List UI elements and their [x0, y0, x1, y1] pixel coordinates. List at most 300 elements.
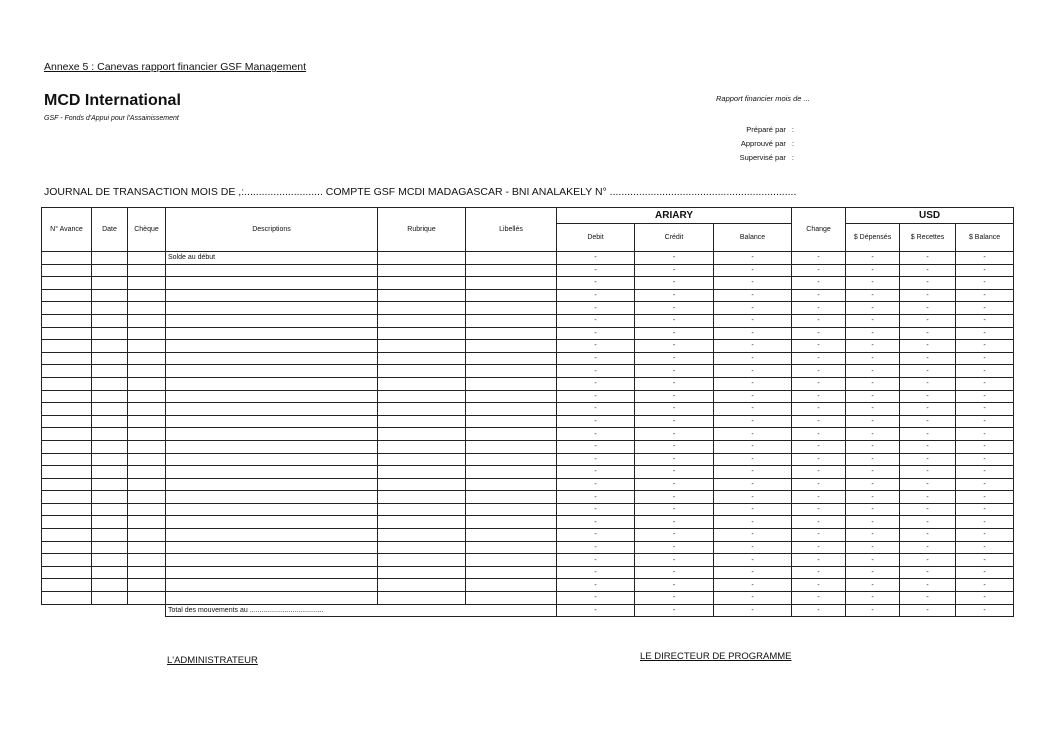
empty-cell[interactable] — [92, 554, 128, 567]
cell-6: - — [557, 314, 635, 327]
cell-9: - — [792, 453, 846, 466]
cell-10: - — [846, 440, 900, 453]
empty-cell[interactable] — [378, 541, 466, 554]
col-header-debit: Debit — [557, 224, 635, 252]
cell-12: - — [956, 579, 1014, 592]
table-row — [42, 340, 1014, 353]
cell-8: - — [714, 314, 792, 327]
empty-cell[interactable] — [466, 541, 557, 554]
empty-cell[interactable] — [92, 377, 128, 390]
empty-cell[interactable] — [378, 252, 466, 265]
cell-9: - — [792, 541, 846, 554]
table-row — [42, 277, 1014, 290]
cell-8: - — [714, 541, 792, 554]
cell-9: - — [792, 377, 846, 390]
cell-6: - — [557, 503, 635, 516]
empty-cell[interactable] — [42, 529, 92, 542]
cell-12: - — [956, 478, 1014, 491]
empty-cell[interactable] — [128, 327, 166, 340]
cell-11: - — [900, 503, 956, 516]
empty-cell[interactable] — [466, 277, 557, 290]
empty-cell[interactable] — [128, 503, 166, 516]
empty-cell[interactable] — [466, 579, 557, 592]
empty-cell[interactable] — [166, 491, 378, 504]
program-director-signature-label: LE DIRECTEUR DE PROGRAMME — [640, 651, 792, 662]
empty-cell[interactable] — [166, 264, 378, 277]
cell-8: - — [714, 566, 792, 579]
empty-cell[interactable] — [92, 478, 128, 491]
empty-cell[interactable] — [42, 415, 92, 428]
empty-cell[interactable] — [378, 516, 466, 529]
cell-7: - — [635, 403, 714, 416]
cell-11: - — [900, 277, 956, 290]
empty-cell[interactable] — [128, 529, 166, 542]
cell-12: - — [956, 541, 1014, 554]
empty-cell[interactable] — [166, 390, 378, 403]
empty-cell[interactable] — [128, 264, 166, 277]
cell-10: - — [846, 340, 900, 353]
empty-cell[interactable] — [128, 592, 166, 605]
cell-10: - — [846, 529, 900, 542]
cell-10: - — [846, 503, 900, 516]
empty-cell[interactable] — [42, 390, 92, 403]
empty-cell[interactable] — [42, 428, 92, 441]
empty-cell[interactable] — [42, 289, 92, 302]
empty-cell[interactable] — [378, 352, 466, 365]
empty-cell[interactable] — [42, 440, 92, 453]
empty-cell[interactable] — [166, 340, 378, 353]
empty-cell[interactable] — [378, 592, 466, 605]
total-label: Total des mouvements au ...................................... — [166, 604, 557, 617]
empty-cell[interactable] — [378, 503, 466, 516]
empty-cell[interactable] — [42, 516, 92, 529]
empty-cell[interactable] — [42, 340, 92, 353]
cell-11: - — [900, 466, 956, 479]
empty-cell[interactable] — [92, 466, 128, 479]
empty-cell[interactable] — [378, 365, 466, 378]
empty-cell[interactable] — [466, 415, 557, 428]
table-row — [42, 415, 1014, 428]
cell-9: - — [792, 390, 846, 403]
cell-7: - — [635, 478, 714, 491]
empty-cell[interactable] — [166, 592, 378, 605]
table-row — [42, 554, 1014, 567]
empty-cell[interactable] — [166, 314, 378, 327]
cell-6: - — [557, 516, 635, 529]
empty-cell[interactable] — [378, 403, 466, 416]
table-row — [42, 390, 1014, 403]
empty-cell[interactable] — [128, 491, 166, 504]
empty-cell[interactable] — [166, 277, 378, 290]
empty-cell[interactable] — [378, 428, 466, 441]
empty-cell[interactable] — [166, 478, 378, 491]
cell-8: - — [714, 277, 792, 290]
empty-cell[interactable] — [378, 377, 466, 390]
cell-6: - — [557, 579, 635, 592]
cell-6: - — [557, 302, 635, 315]
cell-10: - — [846, 604, 900, 617]
table-row — [42, 289, 1014, 302]
empty-cell[interactable] — [466, 264, 557, 277]
empty-cell[interactable] — [92, 503, 128, 516]
cell-9: - — [792, 579, 846, 592]
empty-cell[interactable] — [92, 327, 128, 340]
cell-8: - — [714, 252, 792, 265]
empty-cell[interactable] — [466, 302, 557, 315]
empty-cell[interactable] — [378, 478, 466, 491]
empty-cell[interactable] — [166, 403, 378, 416]
empty-cell[interactable] — [42, 554, 92, 567]
cell-6: - — [557, 264, 635, 277]
organization-subtitle: GSF - Fonds d'Appui pour l'Assainissement — [44, 115, 179, 122]
empty-cell[interactable] — [128, 277, 166, 290]
empty-cell[interactable] — [42, 403, 92, 416]
empty-cell[interactable] — [42, 252, 92, 265]
empty-cell[interactable] — [92, 277, 128, 290]
empty-cell[interactable] — [42, 503, 92, 516]
empty-cell[interactable] — [92, 529, 128, 542]
empty-cell[interactable] — [378, 390, 466, 403]
empty-cell[interactable] — [128, 541, 166, 554]
empty-cell[interactable] — [128, 554, 166, 567]
separator: : — [791, 125, 794, 134]
cell-7: - — [635, 529, 714, 542]
cell-7: - — [635, 440, 714, 453]
cell-8: - — [714, 415, 792, 428]
empty-cell[interactable] — [92, 428, 128, 441]
empty-cell[interactable] — [378, 277, 466, 290]
empty-cell[interactable] — [466, 453, 557, 466]
empty-cell[interactable] — [166, 566, 378, 579]
cell-8: - — [714, 453, 792, 466]
empty-cell[interactable] — [466, 491, 557, 504]
cell-9: - — [792, 302, 846, 315]
empty-cell[interactable] — [466, 327, 557, 340]
cell-10: - — [846, 289, 900, 302]
cell-11: - — [900, 390, 956, 403]
empty-cell[interactable] — [92, 264, 128, 277]
empty-cell[interactable] — [466, 314, 557, 327]
empty-cell[interactable] — [128, 566, 166, 579]
cell-8: - — [714, 365, 792, 378]
empty-cell[interactable] — [42, 314, 92, 327]
empty-cell[interactable] — [378, 453, 466, 466]
empty-cell[interactable] — [378, 466, 466, 479]
empty-cell[interactable] — [466, 377, 557, 390]
cell-11: - — [900, 478, 956, 491]
empty-cell[interactable] — [166, 415, 378, 428]
col-header-usd-balance: $ Balance — [956, 224, 1014, 252]
empty-cell[interactable] — [92, 365, 128, 378]
col-header-usd-receipts: $ Recettes — [900, 224, 956, 252]
empty-cell[interactable] — [42, 579, 92, 592]
empty-cell[interactable] — [378, 302, 466, 315]
empty-cell[interactable] — [466, 466, 557, 479]
empty-cell[interactable] — [378, 264, 466, 277]
empty-cell[interactable] — [42, 453, 92, 466]
empty-cell[interactable] — [128, 579, 166, 592]
cell-10: - — [846, 277, 900, 290]
cell-12: - — [956, 503, 1014, 516]
cell-8: - — [714, 529, 792, 542]
cell-11: - — [900, 327, 956, 340]
empty-cell[interactable] — [378, 289, 466, 302]
empty-cell[interactable] — [128, 352, 166, 365]
cell-10: - — [846, 403, 900, 416]
empty-cell[interactable] — [92, 289, 128, 302]
cell-6: - — [557, 403, 635, 416]
empty-cell[interactable] — [378, 554, 466, 567]
empty-cell[interactable] — [42, 541, 92, 554]
cell-10: - — [846, 390, 900, 403]
empty-cell[interactable] — [42, 365, 92, 378]
cell-11: - — [900, 579, 956, 592]
empty-cell[interactable] — [128, 428, 166, 441]
cell-12: - — [956, 252, 1014, 265]
empty-cell[interactable] — [92, 592, 128, 605]
col-header-credit: Crédit — [635, 224, 714, 252]
empty-cell[interactable] — [92, 491, 128, 504]
empty-cell[interactable] — [92, 403, 128, 416]
empty-cell[interactable] — [42, 377, 92, 390]
empty-cell[interactable] — [166, 352, 378, 365]
table-row — [42, 302, 1014, 315]
empty-cell[interactable] — [378, 327, 466, 340]
cell-9: - — [792, 604, 846, 617]
col-header-rubrique: Rubrique — [378, 208, 466, 252]
empty-cell[interactable] — [42, 566, 92, 579]
empty-cell[interactable] — [466, 529, 557, 542]
cell-10: - — [846, 466, 900, 479]
empty-cell[interactable] — [166, 289, 378, 302]
empty-cell[interactable] — [42, 277, 92, 290]
empty-cell[interactable] — [378, 340, 466, 353]
cell-7: - — [635, 566, 714, 579]
empty-cell[interactable] — [466, 252, 557, 265]
empty-cell[interactable] — [166, 503, 378, 516]
empty-cell[interactable] — [92, 352, 128, 365]
cell-6: - — [557, 466, 635, 479]
cell-8: - — [714, 428, 792, 441]
empty-cell[interactable] — [166, 327, 378, 340]
empty-cell[interactable] — [128, 415, 166, 428]
col-header-balance: Balance — [714, 224, 792, 252]
empty-cell[interactable] — [92, 314, 128, 327]
empty-cell[interactable] — [466, 340, 557, 353]
cell-7: - — [635, 491, 714, 504]
cell-9: - — [792, 277, 846, 290]
empty-cell[interactable] — [166, 302, 378, 315]
empty-cell[interactable] — [466, 478, 557, 491]
table-row — [42, 478, 1014, 491]
empty-cell[interactable] — [128, 289, 166, 302]
cell-6: - — [557, 365, 635, 378]
empty-cell[interactable] — [466, 503, 557, 516]
empty-cell[interactable] — [42, 592, 92, 605]
col-header-change: Change — [792, 208, 846, 252]
empty-cell[interactable] — [378, 579, 466, 592]
cell-8: - — [714, 604, 792, 617]
empty-cell[interactable] — [166, 516, 378, 529]
empty-cell[interactable] — [466, 289, 557, 302]
cell-11: - — [900, 377, 956, 390]
cell-7: - — [635, 453, 714, 466]
cell-10: - — [846, 516, 900, 529]
empty-cell[interactable] — [466, 554, 557, 567]
empty-cell[interactable] — [166, 541, 378, 554]
empty-cell[interactable] — [466, 592, 557, 605]
cell-10: - — [846, 478, 900, 491]
empty-cell[interactable] — [166, 579, 378, 592]
cell-7: - — [635, 314, 714, 327]
empty-cell[interactable] — [92, 390, 128, 403]
cell-12: - — [956, 566, 1014, 579]
empty-cell[interactable] — [466, 428, 557, 441]
cell-11: - — [900, 440, 956, 453]
cell-7: - — [635, 377, 714, 390]
empty-cell[interactable] — [42, 264, 92, 277]
empty-cell[interactable] — [378, 491, 466, 504]
empty-cell[interactable] — [128, 377, 166, 390]
empty-cell[interactable] — [92, 516, 128, 529]
cell-6: - — [557, 592, 635, 605]
empty-cell[interactable] — [42, 352, 92, 365]
cell-11: - — [900, 491, 956, 504]
empty-cell[interactable] — [166, 554, 378, 567]
cell-10: - — [846, 579, 900, 592]
empty-cell[interactable] — [378, 529, 466, 542]
supervised-by — [714, 153, 794, 162]
empty-cell[interactable] — [166, 440, 378, 453]
cell-6: - — [557, 327, 635, 340]
cell-12: - — [956, 415, 1014, 428]
empty-cell[interactable] — [42, 302, 92, 315]
cell-7: - — [635, 352, 714, 365]
empty-cell[interactable] — [166, 377, 378, 390]
empty-cell[interactable] — [92, 453, 128, 466]
col-header-libelles: Libellés — [466, 208, 557, 252]
cell-8: - — [714, 440, 792, 453]
empty-cell[interactable] — [128, 516, 166, 529]
cell-12: - — [956, 289, 1014, 302]
empty-cell[interactable] — [92, 579, 128, 592]
cell-8: - — [714, 554, 792, 567]
empty-cell[interactable] — [42, 491, 92, 504]
cell-8: - — [714, 289, 792, 302]
cell-11: - — [900, 566, 956, 579]
col-header-usd-spent: $ Dépensés — [846, 224, 900, 252]
empty-cell[interactable] — [466, 440, 557, 453]
empty-cell[interactable] — [466, 352, 557, 365]
empty-cell[interactable] — [466, 390, 557, 403]
cell-9: - — [792, 252, 846, 265]
empty-cell[interactable] — [466, 365, 557, 378]
table-row — [42, 566, 1014, 579]
cell-9: - — [792, 428, 846, 441]
empty-cell[interactable] — [42, 466, 92, 479]
cell-10: - — [846, 554, 900, 567]
cell-7: - — [635, 428, 714, 441]
empty-cell[interactable] — [166, 428, 378, 441]
cell-12: - — [956, 529, 1014, 542]
cell-9: - — [792, 352, 846, 365]
empty-cell[interactable] — [92, 302, 128, 315]
cell-6: - — [557, 415, 635, 428]
empty-cell[interactable] — [378, 566, 466, 579]
cell-9: - — [792, 340, 846, 353]
empty-cell[interactable] — [128, 314, 166, 327]
cell-6: - — [557, 491, 635, 504]
empty-cell[interactable] — [128, 390, 166, 403]
empty-cell[interactable] — [92, 541, 128, 554]
prepared-by — [714, 125, 794, 134]
cell-9: - — [792, 478, 846, 491]
cell-10: - — [846, 453, 900, 466]
cell-11: - — [900, 289, 956, 302]
cell-7: - — [635, 390, 714, 403]
empty-cell[interactable] — [92, 340, 128, 353]
cell-11: - — [900, 302, 956, 315]
cell-10: - — [846, 415, 900, 428]
cell-10: - — [846, 252, 900, 265]
col-header-avance: N° Avance — [42, 208, 92, 252]
empty-cell[interactable] — [466, 566, 557, 579]
empty-cell[interactable] — [128, 365, 166, 378]
cell-7: - — [635, 579, 714, 592]
cell-12: - — [956, 264, 1014, 277]
empty-cell[interactable] — [128, 252, 166, 265]
empty-cell[interactable] — [378, 314, 466, 327]
table-row — [42, 314, 1014, 327]
empty-cell[interactable] — [92, 415, 128, 428]
empty-cell[interactable] — [128, 440, 166, 453]
cell-9: - — [792, 314, 846, 327]
empty-cell[interactable] — [128, 340, 166, 353]
empty-cell[interactable] — [128, 478, 166, 491]
empty-cell[interactable] — [42, 327, 92, 340]
cell-9: - — [792, 503, 846, 516]
empty-cell[interactable] — [166, 466, 378, 479]
empty-cell[interactable] — [166, 529, 378, 542]
empty-cell[interactable] — [92, 440, 128, 453]
cell-7: - — [635, 541, 714, 554]
table-row — [42, 579, 1014, 592]
opening-balance-label: Solde au début — [166, 252, 378, 265]
empty-cell[interactable] — [466, 403, 557, 416]
empty-cell[interactable] — [92, 566, 128, 579]
prepared-by-label: Préparé par — [746, 125, 786, 134]
empty-cell[interactable] — [166, 453, 378, 466]
empty-cell[interactable] — [92, 252, 128, 265]
cell-9: - — [792, 264, 846, 277]
cell-8: - — [714, 592, 792, 605]
table-row — [42, 541, 1014, 554]
empty-cell[interactable] — [466, 516, 557, 529]
empty-cell[interactable] — [128, 302, 166, 315]
cell-6: - — [557, 453, 635, 466]
empty-cell[interactable] — [42, 478, 92, 491]
empty-cell[interactable] — [166, 365, 378, 378]
cell-9: - — [792, 529, 846, 542]
empty-cell[interactable] — [378, 415, 466, 428]
cell-7: - — [635, 252, 714, 265]
cell-9: - — [792, 365, 846, 378]
empty-cell[interactable] — [128, 453, 166, 466]
empty-cell[interactable] — [128, 466, 166, 479]
empty-cell[interactable] — [128, 403, 166, 416]
cell-9: - — [792, 554, 846, 567]
empty-cell[interactable] — [378, 440, 466, 453]
